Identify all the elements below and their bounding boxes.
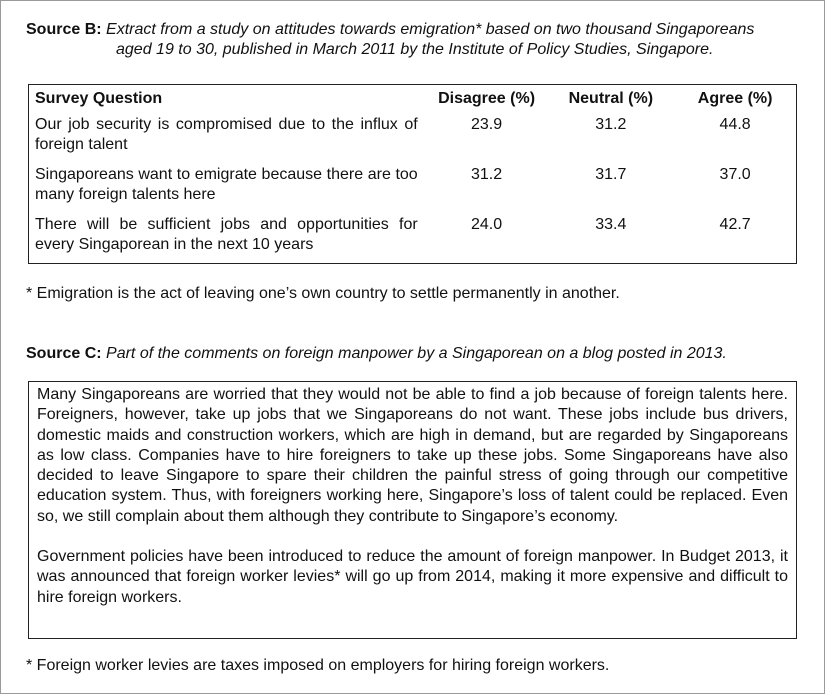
header-disagree: Disagree (%): [438, 90, 536, 107]
survey-table: [29, 85, 796, 265]
header-neutral: Neutral (%): [568, 90, 654, 107]
row-agree-value: 44.8: [719, 116, 751, 133]
comment-paragraph-2: Government policies have been introduced to reduce the amount of foreign manpower. In Budget 2013, it was announced that foreign worker levies* will go up from 2014, making it more expensive and difficult to hire foreign workers.: [37, 548, 788, 606]
emigration-footnote: * Emigration is the act of leaving one’s own country to settle permanently in another.: [26, 285, 620, 302]
row-neutral-value: 33.4: [595, 216, 627, 233]
row-question: Singaporeans want to emigrate because there are too many foreign talents here: [35, 166, 418, 203]
source-c-label: Source C:: [26, 345, 102, 362]
row-neutral-value: 31.2: [595, 116, 627, 133]
row-agree-value: 37.0: [719, 166, 751, 183]
source-b-label: Source B:: [26, 21, 102, 38]
source-b-caption: [26, 20, 806, 60]
levies-footnote: * Foreign worker levies are taxes imposed on employers for hiring foreign workers.: [26, 657, 610, 674]
source-c-caption: [26, 344, 806, 364]
row-disagree-value: 23.9: [470, 116, 503, 133]
row-disagree-value: 31.2: [470, 166, 503, 183]
row-question: There will be sufficient jobs and opportunities for every Singaporean in the next 10 years: [35, 216, 418, 253]
survey-table-box: [28, 84, 797, 264]
row-agree-value: 42.7: [719, 216, 751, 233]
header-agree: Agree (%): [697, 90, 773, 107]
header-survey-question: Survey Question: [35, 90, 163, 107]
source-b-text-line2: aged 19 to 30, published in March 2011 by the Institute of Policy Studies, Singapore.: [116, 41, 714, 58]
survey-table-header-row: [29, 85, 796, 115]
row-disagree-value: 24.0: [470, 216, 503, 233]
source-b-text-line1: Extract from a study on attitudes towards emigration* based on two thousand Singaporeans: [106, 21, 755, 38]
blog-comment-box: [28, 381, 797, 639]
source-c-text: Part of the comments on foreign manpower by a Singaporean on a blog posted in 2013.: [106, 345, 727, 362]
table-row: [29, 115, 796, 165]
row-neutral-value: 31.7: [595, 166, 627, 183]
table-row: [29, 215, 796, 265]
row-question: Our job security is compromised due to the influx of foreign talent: [35, 116, 418, 153]
table-row: [29, 165, 796, 215]
comment-paragraph-1: Many Singaporeans are worried that they would not be able to find a job because of foreign talents here. Foreigners, however, take up jobs that we Singaporeans do not want. These jobs include bus drivers, domestic maids and construction workers, which are high in demand, but are regarded by Singaporeans as low class. Companies have to hire foreigners to take up these jobs. Some Singaporeans have also decided to leave Singapore to spare their children the painful stress of going through our competitive education system. Thus, with foreigners working here, Singapore’s loss of talent could be replaced. Even so, we still complain about them although they contribute to Singapore’s economy.: [37, 386, 788, 525]
